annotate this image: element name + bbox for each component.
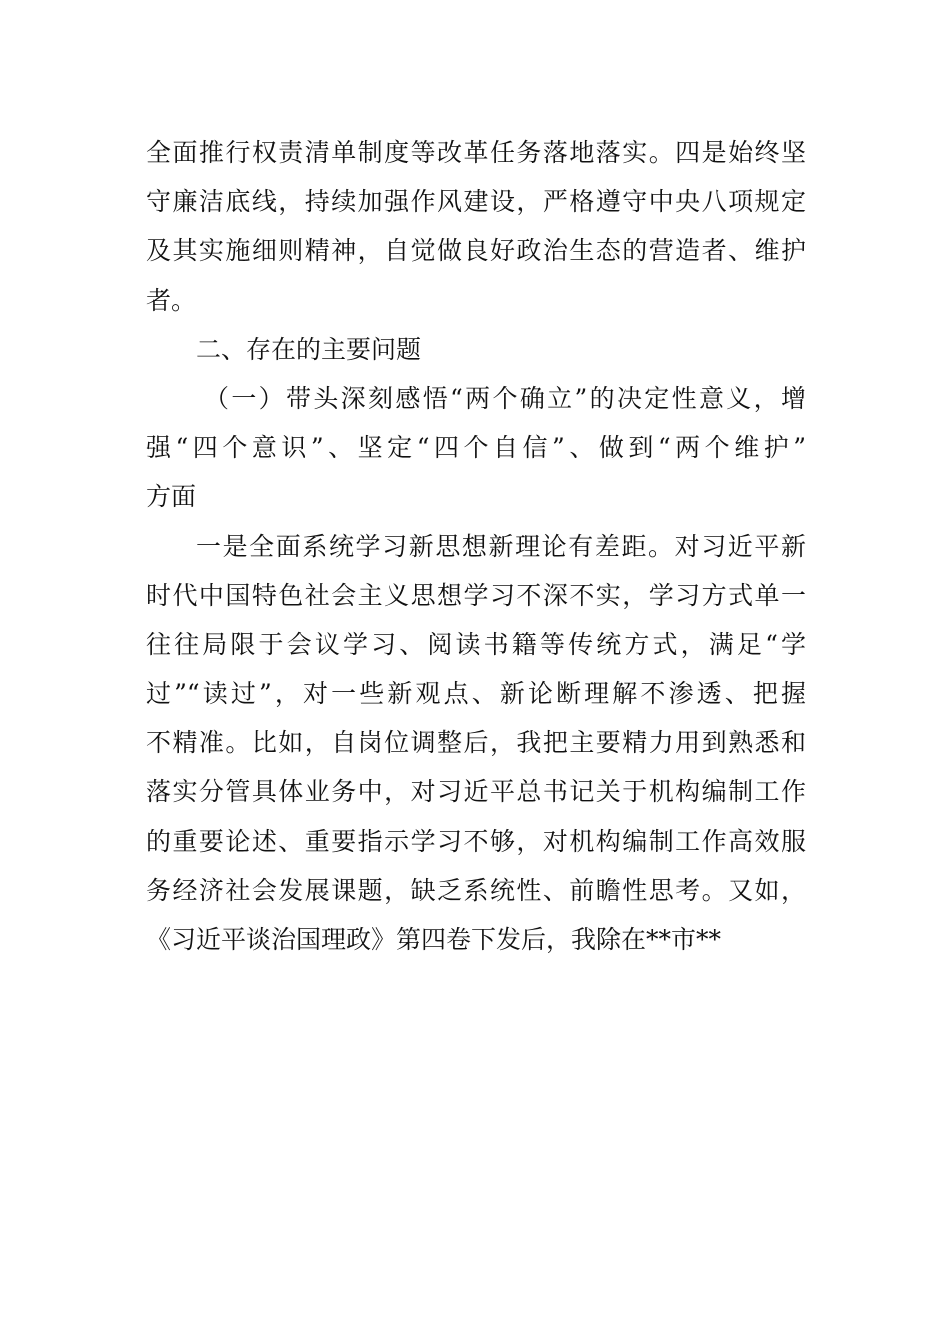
text-line: 务经济社会发展课题，缺乏系统性、前瞻性思考。又如， xyxy=(146,875,806,905)
subsection-heading xyxy=(146,374,806,522)
paragraph-continued xyxy=(146,128,806,325)
text-line: 守廉洁底线，持续加强作风建设，严格遵守中央八项规定 xyxy=(146,187,806,217)
paragraph-main xyxy=(146,522,806,965)
text-line: 及其实施细则精神，自觉做良好政治生态的营造者、维护 xyxy=(146,236,806,266)
text-line: 全面推行权责清单制度等改革任务落地落实。四是始终坚 xyxy=(146,138,806,167)
text-line: 方面 xyxy=(146,482,197,512)
text-line: （一）带头深刻感悟“两个确立”的决定性意义，增 xyxy=(204,383,806,413)
text-line: 不精准。比如，自岗位调整后，我把主要精力用到熟悉和 xyxy=(146,728,806,758)
document-body xyxy=(146,128,806,964)
text-line: 落实分管具体业务中，对习近平总书记关于机构编制工作 xyxy=(146,777,806,807)
text-line: 者。 xyxy=(146,285,197,315)
text-line: 《习近平谈治国理政》第四卷下发后，我除在**市** xyxy=(146,925,722,954)
text-line: 一是全面系统学习新思想新理论有差距。对习近平新 xyxy=(196,531,806,561)
text-line: 时代中国特色社会主义思想学习不深不实，学习方式单一 xyxy=(146,580,806,610)
text-line: 过”“读过”，对一些新观点、新论断理解不渗透、把握 xyxy=(146,679,806,709)
section-heading: 二、存在的主要问题 xyxy=(196,334,422,364)
text-line: 往往局限于会议学习、阅读书籍等传统方式，满足“学 xyxy=(146,629,806,659)
text-line: 的重要论述、重要指示学习不够，对机构编制工作高效服 xyxy=(146,826,806,856)
text-line: 强“四个意识”、坚定“四个自信”、做到“两个维护” xyxy=(146,433,806,463)
